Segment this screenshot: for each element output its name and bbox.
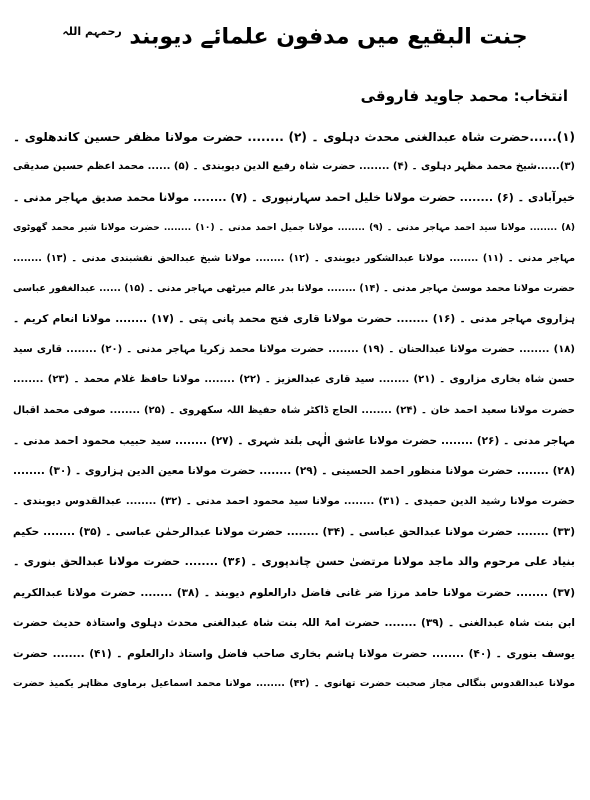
text-line: بنیاد علی مرحوم والد ماجد مولانا مرتضیٰ حسن چاندپوری ۔ (۳۶) ........ حضرت مولانا عبدالحق بنوری ۔	[13, 555, 575, 569]
text-line: یوسف بنوری ۔ (۴۰) ........ حضرت مولانا ہاشم بخاری صاحب فاضل واستاذ دارالعلوم ۔ (۴۱) ........ حضرت	[13, 647, 575, 660]
text-line: (۱۸) ........ حضرت مولانا عبدالحنان ۔ (۱۹) ........ حضرت مولانا محمد زکریا مہاجر مدنی ۔ (۲۰) ........ قاری سید	[13, 343, 575, 355]
title-honorific: رحمہم اللہ	[62, 25, 122, 38]
text-line: (۸) ........ مولانا سید احمد مہاجر مدنی ۔ (۹) ........ مولانا جمیل احمد مدنی ۔ (۱۰) ........ حضرت مولانا شیر محمد گھوٹوی	[13, 223, 575, 234]
text-line: (۲۸) ........ حضرت مولانا منظور احمد الحسینی ۔ (۲۹) ........ حضرت مولانا معین الدین ہزاروی ۔ (۳۰) ........	[13, 465, 575, 478]
text-line: (۳۳) ........ حضرت مولانا عبدالحق عباسی ۔ (۳۴) ........ حضرت مولانا عبدالرحمٰن عباسی ۔ (۳۵) ........ حکیم	[13, 526, 575, 539]
text-line: (۳)......شیخ محمد مظہر دہلوی ۔ (۴) ........ حضرت شاہ رفیع الدین دیوبندی ۔ (۵) ...... محمد اعظم حسین صدیقی	[13, 161, 575, 173]
text-line: مہاجر مدنی ۔ (۱۱) ........ مولانا عبدالشکور دیوبندی ۔ (۱۲) ........ مولانا شیخ عبدالحق نقشبندی مدنی ۔ (۱۳) ........	[13, 252, 575, 264]
compiler-credit: انتخاب: محمد جاوید فاروقی	[360, 87, 568, 105]
text-line: (۱)......حضرت شاہ عبدالغنی محدث دہلوی ۔ (۲) ........ حضرت مولانا مظفر حسین کاندھلوی ۔	[13, 130, 575, 144]
text-line: حسن شاہ بخاری مزاروی ۔ (۲۱) ........ سید قاری عبدالعزیز ۔ (۲۲) ........ مولانا حافظ غلام محمد ۔ (۲۳) ........	[13, 374, 575, 386]
page-title	[0, 12, 590, 57]
scholars-list	[13, 122, 575, 699]
text-line: خیرآبادی ۔ (۶) ........ حضرت مولانا خلیل احمد سہارنپوری ۔ (۷) ........ مولانا محمد صدیق مہاجر مدنی ۔	[13, 190, 575, 204]
text-line: ابن بنت شاہ عبدالغنی ۔ (۳۹) ........ حضرت امۃ اللہ بنت شاہ عبدالغنی محدث دہلوی واستاذہ حدیث حضرت	[13, 617, 575, 630]
text-line: مولانا عبدالقدوس بنگالی مجاز صحبت حضرت تھانوی ۔ (۴۲) ........ مولانا محمد اسماعیل برماوی مظاہر یکمیذ حضرت	[13, 678, 575, 690]
text-line: ہزاروی مہاجر مدنی ۔ (۱۶) ........ حضرت مولانا قاری فتح محمد پانی پتی ۔ (۱۷) ........ مولانا انعام کریم ۔	[13, 313, 575, 326]
text-line: مہاجر مدنی ۔ (۲۶) ........ حضرت مولانا عاشق الٰہی بلند شہری ۔ (۲۷) ........ سید حبیب محمود احمد مدنی ۔	[13, 434, 575, 447]
text-line: حضرت مولانا رشید الدین حمیدی ۔ (۳۱) ........ مولانا سید محمود احمد مدنی ۔ (۳۲) ........ عبدالقدوس دیوبندی ۔	[13, 495, 575, 507]
text-line: (۳۷) ........ حضرت مولانا حامد مرزا ضر غانی فاضل دارالعلوم دیوبند ۔ (۳۸) ........ حضرت مولانا عبدالکریم	[13, 586, 575, 599]
text-line: حضرت مولانا سعید احمد خان ۔ (۲۴) ........ الحاج ڈاکٹر شاہ حفیظ اللہ سکھروی ۔ (۲۵) ........ صوفی محمد اقبال	[13, 404, 575, 416]
title-text: جنت البقیع میں مدفون علمائے دیوبند	[129, 24, 528, 50]
text-line: حضرت مولانا محمد موسیٰ مہاجر مدنی ۔ (۱۴) ........ مولانا بدر عالم میرٹھی مہاجر مدنی ۔ (۱۵) ...... عبدالغفور عباسی	[13, 282, 575, 294]
